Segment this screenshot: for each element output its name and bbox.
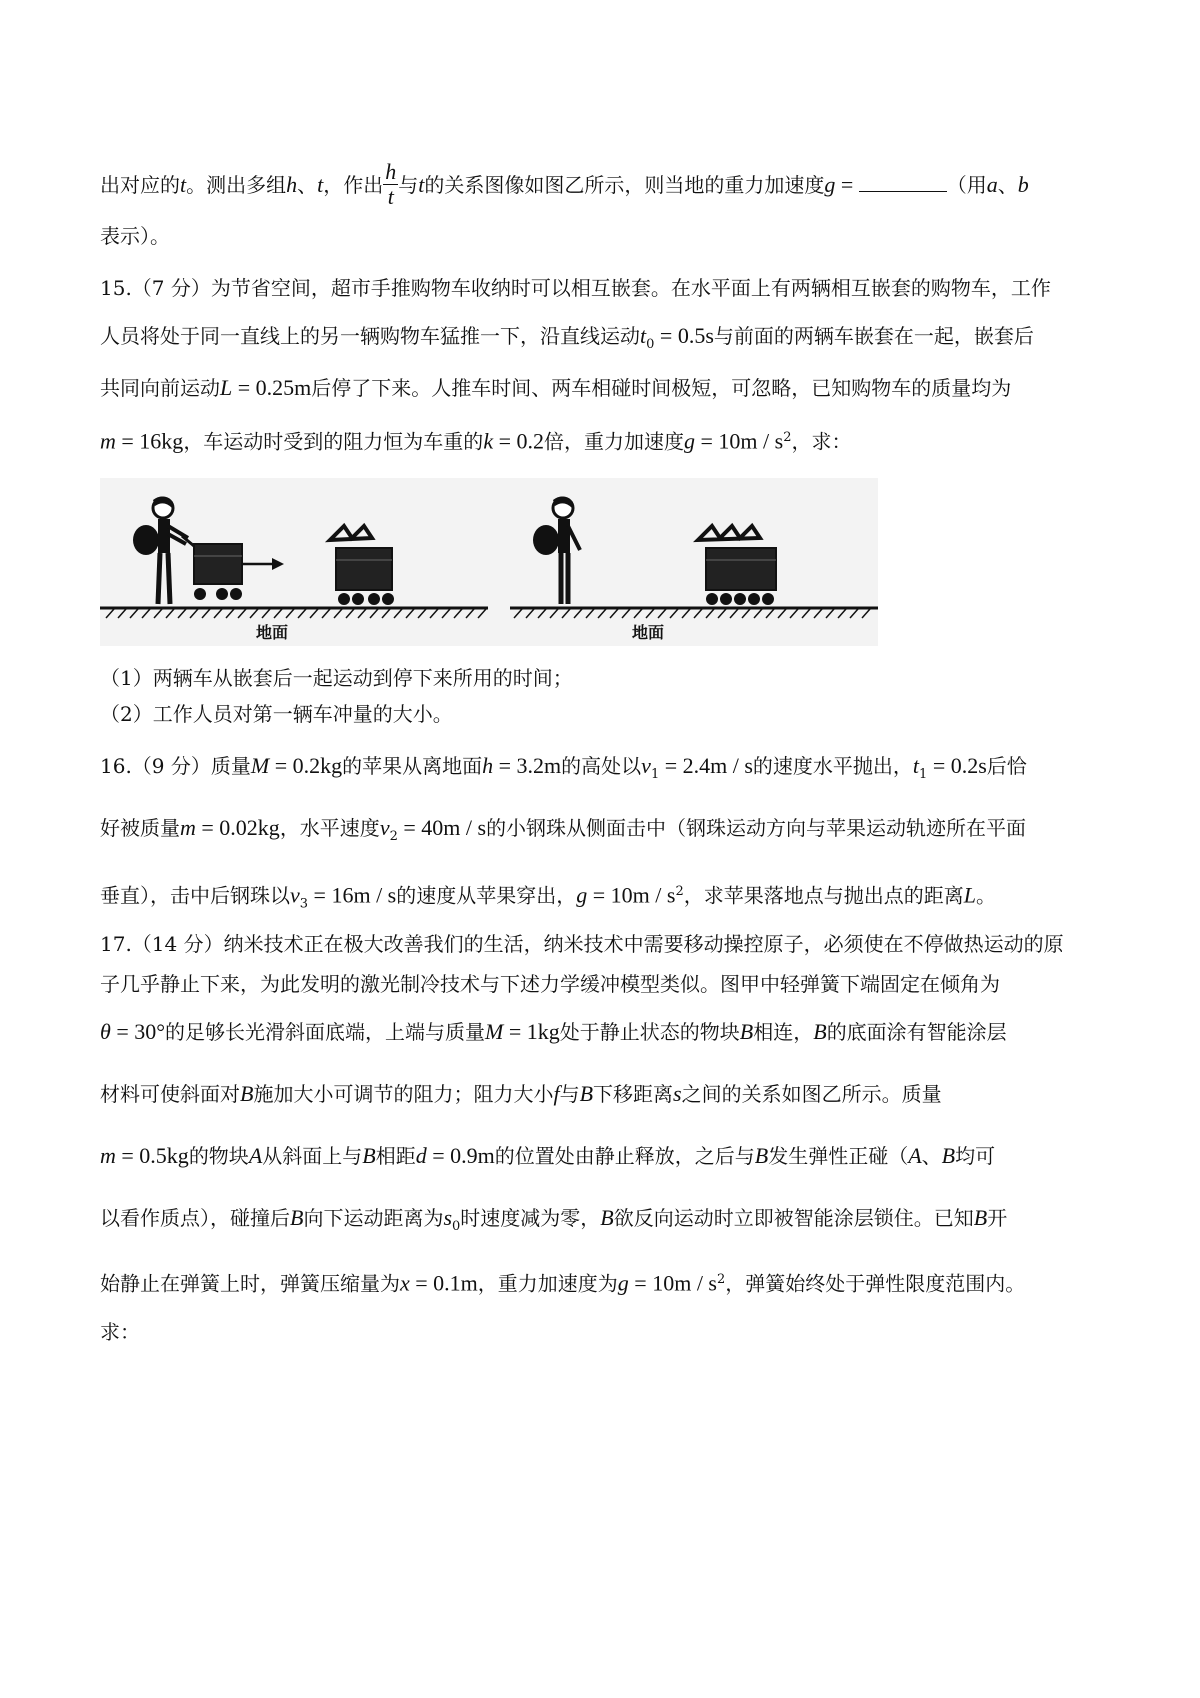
p17-line-8: 求： bbox=[100, 1320, 140, 1344]
p17-line-6: 以看作质点），碰撞后B向下运动距离为$s_0$时速度减为零，B欲反向运动时立即被智能涂层锁住。已知B开 bbox=[100, 1205, 1008, 1234]
p16-line-2: 好被质量m = 0.02kg，水平速度$v_2 = 40m / s$的小钢珠从侧面击中（钢珠运动方向与苹果运动轨迹所在平面 bbox=[100, 815, 1027, 844]
p17-line-2: 子几乎静止下来，为此发明的激光制冷技术与下述力学缓冲模型类似。图甲中轻弹簧下端固定在倾角为 bbox=[100, 972, 1000, 996]
p17-line-4: 材料可使斜面对B施加大小可调节的阻力；阻力大小f与B下移距离s之间的关系如图乙所示。质量 bbox=[100, 1081, 942, 1106]
p17-line-7: 始静止在弹簧上时，弹簧压缩量为x = 0.1m，重力加速度为$g = 10m / s^2$，弹簧始终处于弹性限度范围内。 bbox=[100, 1270, 1026, 1296]
p15-line-1: 15.（7 分）为节省空间，超市手推购物车收纳时可以相互嵌套。在水平面上有两辆相互嵌套的购物车，工作 bbox=[100, 276, 1051, 300]
ground-label-left: 地面 bbox=[256, 623, 289, 642]
p17-line-1: 17.（14 分）纳米技术正在极大改善我们的生活，纳米技术中需要移动操控原子，必须使在不停做热运动的原 bbox=[100, 932, 1064, 956]
p14-line-1: 出对应的t。测出多组h、t，作出 $\frac{h}{t}$ 与t的关系图像如图乙所示，则当地的重力加速度g = （用a、b bbox=[100, 159, 1029, 209]
p17-line-3: θ = 30°的足够长光滑斜面底端，上端与质量M = 1kg处于静止状态的物块B相连，B的底面涂有智能涂层 bbox=[100, 1019, 1007, 1044]
p15-line-3: 共同向前运动L = 0.25m后停了下来。人推车时间、两车相碰时间极短，可忽略，已知购物车的质量均为 bbox=[100, 375, 1012, 400]
p16-line-3: 垂直），击中后钢珠以$v_3 = 16m / s$的速度从苹果穿出，$g = 10m / s^2$，求苹果落地点与抛出点的距离L。 bbox=[100, 882, 996, 912]
p15-line-2: 人员将处于同一直线上的另一辆购物车猛推一下，沿直线运动$t_0 = 0.5s$与前面的两辆车嵌套在一起，嵌套后 bbox=[100, 323, 1034, 352]
p15-line-4: m = 16kg，车运动时受到的阻力恒为车重的k = 0.2倍，重力加速度$g = 10m / s^2$，求： bbox=[100, 428, 852, 454]
p16-line-1: 16.（9 分）质量M = 0.2kg的苹果从离地面h = 3.2m的高处以$v_1 = 2.4m / s$的速度水平抛出，$t_1 = 0.2s$后恰 bbox=[100, 753, 1027, 782]
p17-line-5: m = 0.5kg的物块A从斜面上与B相距d = 0.9m的位置处由静止释放，之后与B发生弹性正碰（A、B均可 bbox=[100, 1143, 996, 1168]
ground-label-right: 地面 bbox=[632, 623, 665, 642]
p15-question-1: （1）两辆车从嵌套后一起运动到停下来所用的时间； bbox=[100, 666, 573, 690]
answer-blank[interactable] bbox=[859, 171, 947, 192]
p15-question-2: （2）工作人员对第一辆车冲量的大小。 bbox=[100, 702, 453, 726]
p14-line-2: 表示）。 bbox=[100, 224, 170, 248]
shopping-cart-figure bbox=[100, 478, 878, 646]
h-over-t-fraction: $\frac{h}{t}$ bbox=[385, 159, 397, 209]
